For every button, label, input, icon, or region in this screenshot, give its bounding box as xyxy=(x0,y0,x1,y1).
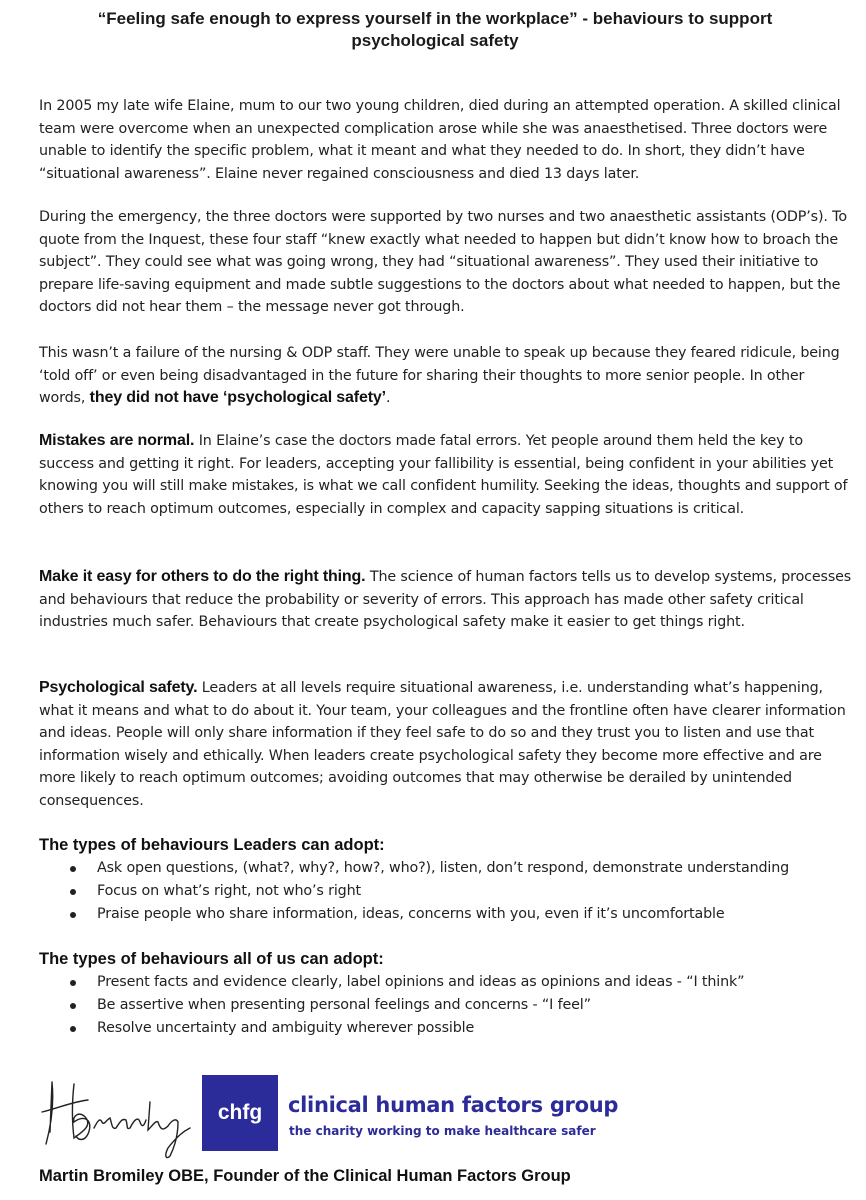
list-item: Present facts and evidence clearly, label opinions and ideas as opinions and ideas - “I think” xyxy=(70,971,860,994)
leaders-behaviours-list xyxy=(70,857,860,926)
section-make-it-easy xyxy=(39,566,854,634)
page-title: “Feeling safe enough to express yourself in the workplace” - behaviours to support psychological safety xyxy=(97,9,773,50)
paragraph-intro: In 2005 my late wife Elaine, mum to our two young children, died during an attempted operation. A skilled clinical team were overcome when an unexpected complication arose while she was anaesthetised. Three doctors were unable to identify the specific problem, what it meant and what they needed to do. In short, they didn’t have “situational awareness”. Elaine never regained consciousness and died 13 days later. xyxy=(39,98,841,182)
psychological-safety-heading: Psychological safety. xyxy=(39,679,198,696)
make-it-easy-text: The science of human factors tells us to develop systems, processes and behaviours that reduce the probability or severity of errors. This approach has made other safety critical industries much safer. Behaviours that create psychological safety make it easier to get things right. xyxy=(39,569,852,631)
all-behaviours-heading: The types of behaviours all of us can adopt: xyxy=(39,950,384,968)
logo-abbreviation: chfg xyxy=(217,1101,263,1124)
mistakes-text: In Elaine’s case the doctors made fatal errors. Yet people around them held the key to success and getting it right. For leaders, accepting your fallibility is essential, being confident in your abilities yet knowing you will still make mistakes, is what we call confident humility. Seeking the ideas, thoughts and support of others to reach optimum outcomes, especially in complex and capacity sapping situations is critical. xyxy=(39,433,848,517)
make-it-easy-heading: Make it easy for others to do the right thing. xyxy=(39,568,366,585)
list-item: Ask open questions, (what?, why?, how?, who?), listen, don’t respond, demonstrate understanding xyxy=(70,857,860,880)
leaders-behaviours-heading: The types of behaviours Leaders can adopt: xyxy=(39,836,385,854)
list-item: Praise people who share information, ideas, concerns with you, even if it’s uncomfortable xyxy=(70,903,860,926)
paragraph-failure-text: This wasn’t a failure of the nursing & ODP staff. They were unable to speak up because they feared ridicule, being ‘told off’ or even being disadvantaged in the future for sharing their thoughts to more senior people. In other words, xyxy=(39,345,840,407)
all-behaviours-list xyxy=(70,971,860,1040)
section-mistakes xyxy=(39,430,854,520)
chfg-logo-mark xyxy=(202,1075,278,1151)
psychological-safety-text: Leaders at all levels require situational awareness, i.e. understanding what’s happening, what it means and what to do about it. Your team, your colleagues and the frontline often have clearer information and ideas. People will only share information if they feel safe to do so and they trust you to listen and use that information wisely and ethically. When leaders create psychological safety they become more effective and are more likely to reach optimum outcomes; avoiding outcomes that may otherwise be derailed by unintended consequences. xyxy=(39,680,846,809)
signature-image xyxy=(38,1072,198,1162)
list-item: Focus on what’s right, not who’s right xyxy=(70,880,860,903)
psychological-safety-emphasis: they did not have ‘psychological safety’ xyxy=(89,389,386,407)
section-psychological-safety xyxy=(39,677,854,813)
paragraph-failure xyxy=(39,342,854,410)
paragraph-failure-end: . xyxy=(385,390,391,407)
list-item: Resolve uncertainty and ambiguity wherever possible xyxy=(70,1017,860,1040)
list-item: Be assertive when presenting personal feelings and concerns - “I feel” xyxy=(70,994,860,1017)
logo-organisation-name: clinical human factors group xyxy=(288,1093,619,1117)
logo-tagline: the charity working to make healthcare safer xyxy=(289,1124,596,1138)
paragraph-emergency: During the emergency, the three doctors were supported by two nurses and two anaesthetic assistants (ODP’s). To quote from the Inquest, these four staff “knew exactly what needed to happen but didn’t know how to broach the subject”. They could see what was going wrong, they had “situational awareness”. They used their initiative to prepare life-saving equipment and made subtle suggestions to the doctors about what needed to happen, but the doctors did not hear them – the message never got through. xyxy=(39,209,847,316)
mistakes-heading: Mistakes are normal. xyxy=(39,432,195,449)
author-credit: Martin Bromiley OBE, Founder of the Clinical Human Factors Group xyxy=(39,1167,571,1185)
